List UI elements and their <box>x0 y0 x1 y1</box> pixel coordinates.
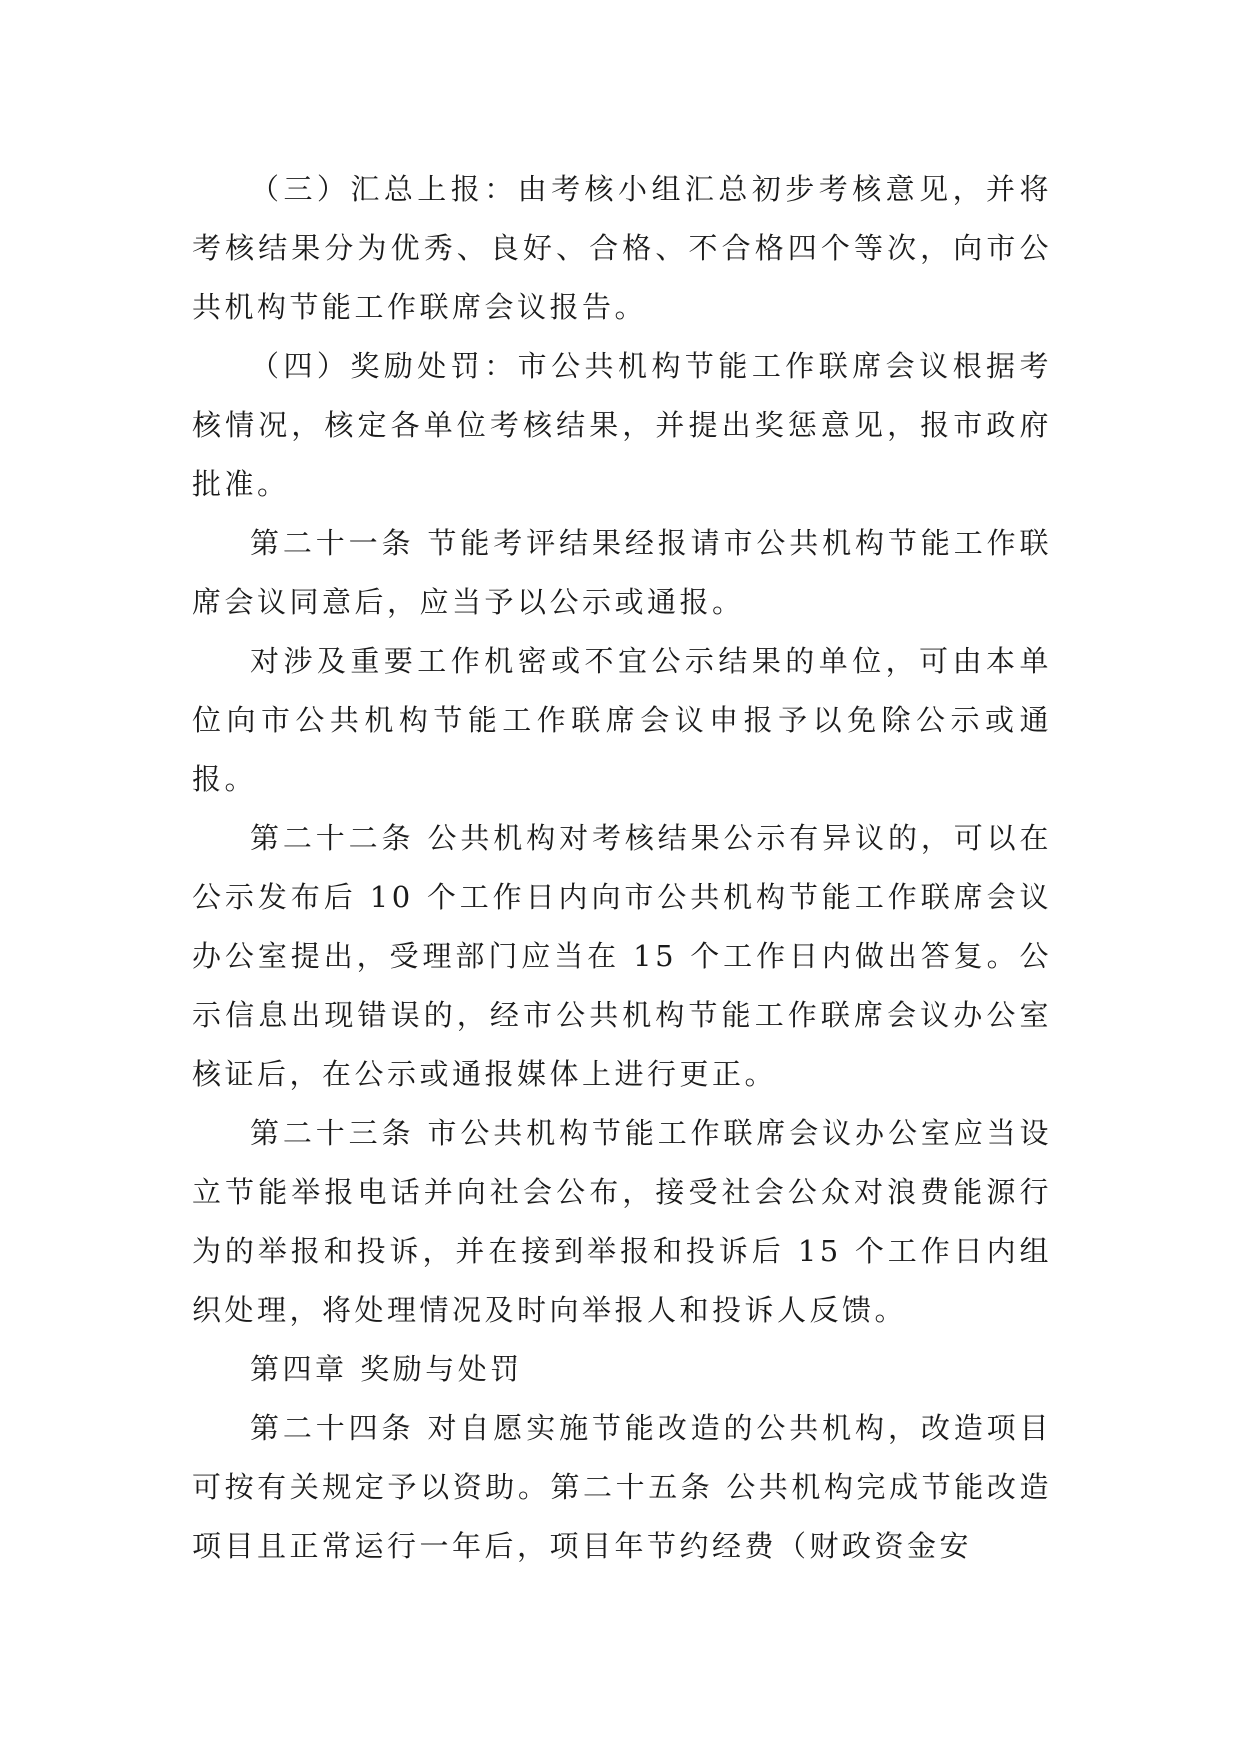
paragraph-article-24-25: 第二十四条 对自愿实施节能改造的公共机构，改造项目可按有关规定予以资助。第二十五条 公共机构完成节能改造项目且正常运行一年后，项目年节约经费（财政资金安 <box>192 1411 1052 1563</box>
paragraph-rewards-penalties: （四）奖励处罚：市公共机构节能工作联席会议根据考核情况，核定各单位考核结果，并提出奖惩意见，报市政府批准。 <box>192 349 1052 501</box>
paragraph-article-21-exemption: 对涉及重要工作机密或不宜公示结果的单位，可由本单位向市公共机构节能工作联席会议申报予以免除公示或通报。 <box>192 644 1052 796</box>
chapter-heading: 第四章 奖励与处罚 <box>250 1352 523 1386</box>
paragraph-article-22: 第二十二条 公共机构对考核结果公示有异议的，可以在公示发布后 10 个工作日内向市公共机构节能工作联席会议办公室提出，受理部门应当在 15 个工作日内做出答复。公示信息出现错误的，经市公共机构节能工作联席会议办公室核证后，在公示或通报媒体上进行更正。 <box>192 821 1052 1091</box>
document-body <box>192 160 1052 1576</box>
paragraph-article-21: 第二十一条 节能考评结果经报请市公共机构节能工作联席会议同意后，应当予以公示或通报。 <box>192 526 1052 619</box>
paragraph-summary-report: （三）汇总上报：由考核小组汇总初步考核意见，并将考核结果分为优秀、良好、合格、不合格四个等次，向市公共机构节能工作联席会议报告。 <box>192 172 1052 324</box>
paragraph-article-23: 第二十三条 市公共机构节能工作联席会议办公室应当设立节能举报电话并向社会公布，接受社会公众对浪费能源行为的举报和投诉，并在接到举报和投诉后 15 个工作日内组织处理，将处理情况及时向举报人和投诉人反馈。 <box>192 1116 1052 1327</box>
